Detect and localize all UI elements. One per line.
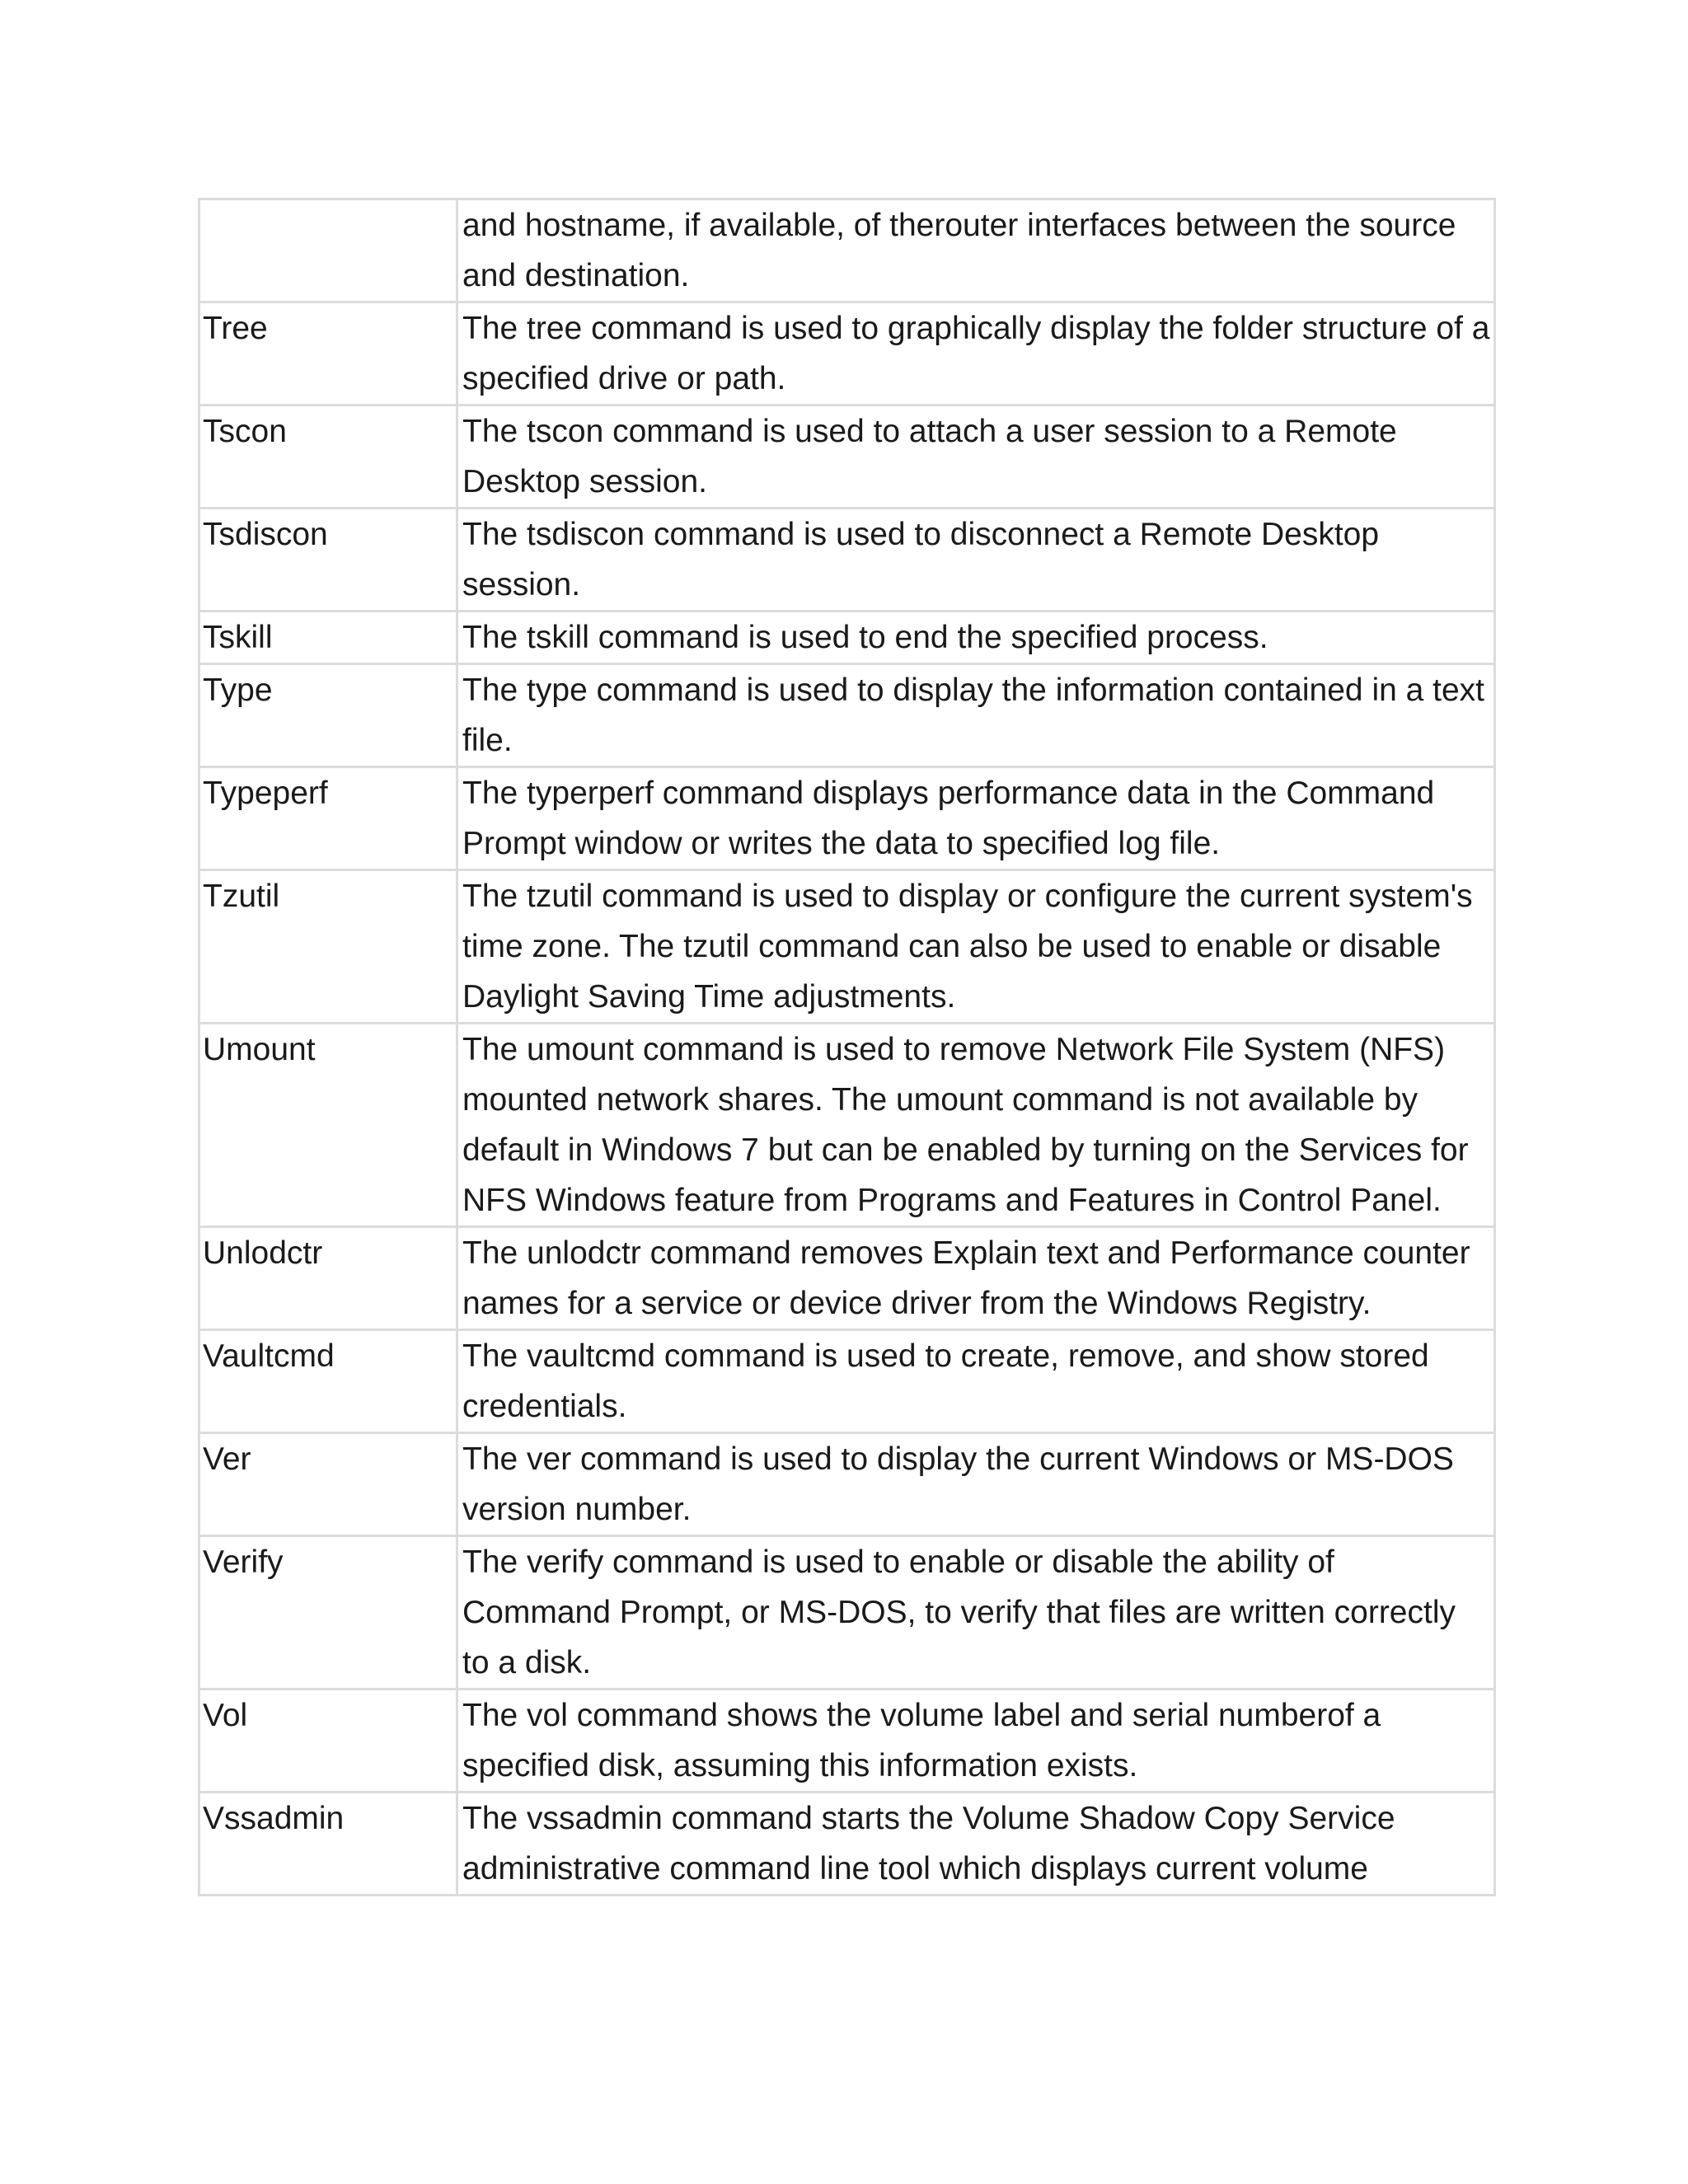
command-description: The vaultcmd command is used to create, remove, and show stored credentials. [457,1330,1495,1433]
command-name: Vol [199,1690,457,1793]
command-description: The type command is used to display the information contained in a text file. [457,664,1495,767]
command-description: The tskill command is used to end the specified process. [457,612,1495,664]
command-description: The vssadmin command starts the Volume Shadow Copy Service administrative command line tool which displays current volume [457,1793,1495,1896]
command-description: The ver command is used to display the current Windows or MS-DOS version number. [457,1433,1495,1536]
command-description: The verify command is used to enable or disable the ability of Command Prompt, or MS-DOS, to verify that files are written correctly to a disk. [457,1536,1495,1690]
command-name: Vaultcmd [199,1330,457,1433]
command-name: Tree [199,302,457,405]
command-name: Tscon [199,405,457,509]
table-row [199,1330,1495,1433]
command-name: Umount [199,1024,457,1227]
table-row [199,509,1495,612]
command-name [199,199,457,302]
table-row [199,1793,1495,1896]
table-row [199,1227,1495,1330]
table-row [199,302,1495,405]
command-description: The tscon command is used to attach a user session to a Remote Desktop session. [457,405,1495,509]
command-description: The unlodctr command removes Explain text and Performance counter names for a service or device driver from the Windows Registry. [457,1227,1495,1330]
command-name: Tskill [199,612,457,664]
command-description: The typerperf command displays performance data in the Command Prompt window or writes the data to specified log file. [457,767,1495,870]
command-name: Typeperf [199,767,457,870]
command-description: The tzutil command is used to display or configure the current system's time zone. The tzutil command can also be used to enable or disable Daylight Saving Time adjustments. [457,870,1495,1024]
table-row [199,767,1495,870]
command-description: The tsdiscon command is used to disconnect a Remote Desktop session. [457,509,1495,612]
command-description: The tree command is used to graphically display the folder structure of a specified drive or path. [457,302,1495,405]
command-name: Type [199,664,457,767]
table-row [199,405,1495,509]
table-row [199,664,1495,767]
table-row [199,612,1495,664]
table-row [199,1690,1495,1793]
command-name: Vssadmin [199,1793,457,1896]
command-description: and hostname, if available, of therouter interfaces between the source and destination. [457,199,1495,302]
table-row [199,199,1495,302]
table-row [199,1024,1495,1227]
command-table [198,198,1496,1896]
table-row [199,870,1495,1024]
command-description: The umount command is used to remove Network File System (NFS) mounted network shares. The umount command is not available by default in Windows 7 but can be enabled by turning on the Services for NFS Windows feature from Programs and Features in Control Panel. [457,1024,1495,1227]
command-name: Verify [199,1536,457,1690]
command-name: Unlodctr [199,1227,457,1330]
command-name: Ver [199,1433,457,1536]
table-row [199,1433,1495,1536]
command-description: The vol command shows the volume label and serial numberof a specified disk, assuming this information exists. [457,1690,1495,1793]
command-name: Tsdiscon [199,509,457,612]
command-name: Tzutil [199,870,457,1024]
table-row [199,1536,1495,1690]
